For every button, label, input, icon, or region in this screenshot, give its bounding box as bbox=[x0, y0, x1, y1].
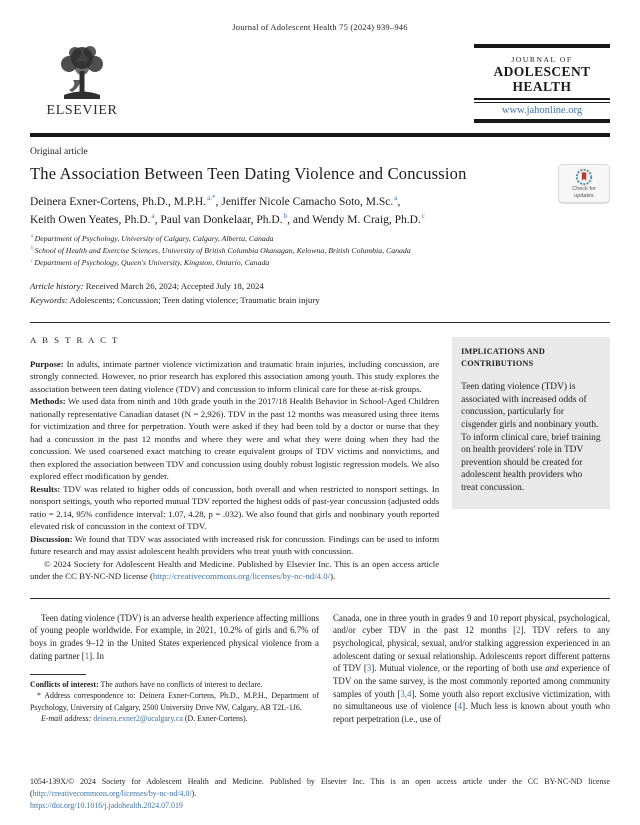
header-divider-bar bbox=[30, 133, 610, 137]
text-run: ). bbox=[191, 788, 197, 798]
abstract-methods-label: Methods: bbox=[30, 396, 66, 407]
elsevier-wordmark: ELSEVIER bbox=[46, 103, 118, 118]
abstract-purpose-text: In adults, intimate partner violence victimization and traumatic brain injuries, including concussion, are strongly connected. However, no prior research has explored this association among youth. This study explores the association between teen dating violence (TDV) and concussion to inform clinical care for these at-risk groups. bbox=[30, 358, 440, 394]
journal-masthead bbox=[474, 44, 610, 123]
masthead-health: HEALTH bbox=[512, 79, 572, 95]
body-top-rule bbox=[30, 598, 610, 599]
text-run: ]. TDV refers to any psychological, physical, sexual, and/or stalking aggression experienced in an adolescent dating or sexual relationship. Adolescents report different patterns of TDV [ bbox=[333, 625, 610, 674]
article-history-block bbox=[30, 280, 610, 307]
check-for-updates-icon bbox=[561, 168, 607, 186]
abstract-heading: A B S T R A C T bbox=[30, 335, 120, 346]
body-paragraph-left bbox=[30, 612, 319, 663]
implications-text: Teen dating violence (TDV) is associated with increased odds of concussion, particularly for cisgender girls and nonbinary youth. To inform clinical care, brief training on health providers' role in TDV prevention should be created for adolescent health providers who treat concussion. bbox=[461, 382, 601, 494]
abstract-results-text: TDV was related to higher odds of concussion, both overall and when restricted to nonsport settings. In nonsport settings, youth who reported mutual TDV reported the highest odds of past-year concussion (adjusted odds ratio = 2.14, 95% confidence interval: 1.07, 4.28, p = .032). We also found that girls and nonbinary youth reported elevated risk of concussion in the context of TDV. bbox=[30, 483, 440, 532]
citation-ref-3-4[interactable]: 3,4 bbox=[400, 688, 412, 699]
affiliation-a bbox=[30, 233, 610, 245]
article-history-line bbox=[30, 280, 610, 294]
body-paragraph-right bbox=[333, 612, 610, 726]
affiliation-marker-a: a bbox=[31, 234, 35, 240]
article-history-text: Received March 26, 2024; Accepted July 18, 2024 bbox=[83, 281, 264, 292]
text-run: E-mail address: bbox=[41, 713, 92, 723]
running-head: Journal of Adolescent Health 75 (2024) 939–946 bbox=[232, 22, 408, 32]
cc-license-link-footer[interactable]: http://creativecommons.org/licenses/by-nc-nd/4.0/ bbox=[32, 788, 192, 798]
footnote-rule bbox=[30, 674, 86, 675]
citation-ref-4[interactable]: 4 bbox=[457, 701, 463, 712]
keywords-label: Keywords: bbox=[30, 294, 68, 305]
article-title: The Association Between Teen Dating Violence and Concussion bbox=[30, 164, 467, 183]
abstract-purpose-label: Purpose: bbox=[30, 358, 64, 369]
abstract-discussion-text: We found that TDV was associated with increased risk for concussion. Findings can be used to inform future research and may assist adolescent health providers who treat youth with concussion. bbox=[30, 533, 440, 557]
citation-ref-1[interactable]: 1 bbox=[84, 650, 90, 661]
check-badge-label-line1: Check for bbox=[572, 186, 596, 192]
journal-url-link[interactable]: www.jahonline.org bbox=[501, 105, 583, 117]
text-run: ). bbox=[330, 571, 336, 582]
masthead-double-rule bbox=[474, 98, 610, 103]
text-run: , bbox=[397, 195, 401, 208]
article-history-label: Article history: bbox=[30, 281, 84, 292]
text-run: ]. Much less is known about youth who report perpetration (i.e., use of bbox=[333, 701, 610, 724]
correspondence-note bbox=[30, 690, 319, 712]
text-run: (D. Exner-Cortens). bbox=[182, 713, 248, 723]
affiliation-marker-b: b bbox=[31, 246, 35, 252]
conflicts-of-interest-note bbox=[30, 679, 319, 690]
masthead-adolescent: ADOLESCENT bbox=[493, 64, 591, 79]
abstract-purpose bbox=[30, 358, 439, 395]
body-right-column bbox=[333, 612, 610, 726]
text-run: experience of TDV on the same survey, is the most commonly reported among community samples of youth [ bbox=[333, 663, 610, 699]
text-run: , Paul van Donkelaar, Ph.D. bbox=[154, 213, 283, 226]
elsevier-logo bbox=[30, 44, 134, 119]
text-run: Deinera Exner-Cortens, Ph.D., M.P.H. bbox=[30, 195, 207, 208]
affiliation-ref-a: a bbox=[394, 194, 398, 202]
keywords-line bbox=[30, 294, 610, 308]
text-run: Canada, one in three youth in grades 9 and 10 report physical, psychological, and/or cyber TDV in the past 12 months [ bbox=[333, 612, 610, 636]
text-run: and bbox=[545, 663, 559, 674]
abstract-section bbox=[30, 334, 610, 582]
cc-license-link[interactable]: http://creativecommons.org/licenses/by-nc-nd/4.0/ bbox=[152, 571, 331, 582]
abstract-methods-text: We used data from ninth and 10th grade youth in the 2017/18 Health Behavior in School-Aged Children nationally representative Canadian dataset (N = 2,926). TDV in the past 12 months was measured using three items for victimization and three for perpetration. Youth were asked if they had been told by a doctor or nurse that they had a concussion in the past 12 months and where they were and what they were doing when they had the concussion. We used coarsened exact matching to create equivalent groups of TDV victims and nonvictims, and then explored the association between TDV and concussion using doubly robust logistic regression models. We also explored effect modification by gender. bbox=[30, 396, 440, 482]
abstract-discussion bbox=[30, 533, 439, 558]
author-list bbox=[30, 193, 610, 228]
abstract-discussion-label: Discussion: bbox=[30, 533, 73, 544]
masthead-journal-of: JOURNAL OF bbox=[511, 55, 573, 64]
abstract-column bbox=[30, 334, 439, 582]
masthead-bottom-bar bbox=[474, 119, 610, 123]
issn-license-line bbox=[30, 776, 610, 800]
text-run: Keith Owen Yeates, Ph.D. bbox=[30, 213, 151, 226]
text-run: The authors have no conflicts of interest to declare. bbox=[98, 680, 263, 690]
implications-heading: IMPLICATIONS AND CONTRIBUTIONS bbox=[461, 347, 545, 369]
body-columns bbox=[30, 612, 610, 726]
text-run: , and Wendy M. Craig, Ph.D. bbox=[287, 213, 421, 226]
elsevier-tree-icon bbox=[30, 44, 134, 102]
text-run: , Jeniffer Nicole Camacho Soto, M.Sc. bbox=[215, 195, 394, 208]
email-link[interactable]: deinera.exner2@ucalgary.ca bbox=[93, 713, 183, 723]
text-run: ]. In bbox=[89, 650, 104, 661]
journal-header bbox=[30, 44, 610, 128]
text-run: * Address correspondence to: Deinera Exner-Cortens, Ph.D., M.P.H., Department of Psychology, University of Calgary, 2500 University Drive NW, Calgary, AB T2L-1J6. bbox=[30, 691, 319, 712]
abstract-results bbox=[30, 483, 439, 533]
masthead-top-bar bbox=[474, 44, 610, 48]
publisher-footer bbox=[30, 776, 610, 812]
author-line-2 bbox=[30, 211, 610, 229]
affiliation-marker-c: c bbox=[31, 258, 35, 264]
abstract-top-rule bbox=[30, 322, 610, 323]
affiliations bbox=[30, 233, 610, 269]
check-badge-label-line2: updates bbox=[574, 193, 594, 200]
title-row bbox=[30, 164, 610, 200]
text-run: ]. Some youth also report exclusive victimization, with no simultaneous use of violence [ bbox=[333, 688, 610, 712]
article-type-label: Original article bbox=[30, 147, 88, 157]
doi-line bbox=[30, 800, 610, 812]
affiliation-c bbox=[30, 257, 610, 269]
text-run: Conflicts of interest: bbox=[30, 680, 99, 690]
citation-ref-3[interactable]: 3 bbox=[366, 663, 372, 674]
affiliation-ref-a: a bbox=[151, 211, 155, 220]
copyright-license-line bbox=[30, 558, 439, 583]
text-run: Department of Psychology, Queen's University, Kingston, Ontario, Canada bbox=[34, 258, 270, 268]
affiliation-ref-b: b bbox=[283, 211, 288, 220]
text-run: 1054-139X/© 2024 Society for Adolescent Health and Medicine. Published by Elsevier Inc. This is an open access article under the CC BY-NC-ND license ( bbox=[30, 777, 610, 798]
affiliation-ref-a-corresponding: a,* bbox=[207, 194, 216, 202]
abstract-methods bbox=[30, 395, 439, 482]
text-run: School of Health and Exercise Sciences, University of British Columbia Okanagan, Kelowna, British Columbia, Canada bbox=[34, 246, 411, 256]
citation-ref-2[interactable]: 2 bbox=[516, 625, 521, 636]
author-line-1 bbox=[30, 193, 610, 211]
abstract-results-label: Results: bbox=[30, 483, 61, 494]
check-for-updates-badge[interactable] bbox=[558, 164, 610, 203]
keywords-text: Adolescents; Concussion; Teen dating violence; Traumatic brain injury bbox=[67, 294, 320, 305]
text-run: ]. Mutual violence, or the reporting of both use bbox=[371, 663, 546, 674]
doi-link[interactable]: https://doi.org/10.1016/j.jadohealth.2024.07.019 bbox=[30, 800, 183, 810]
body-left-column bbox=[30, 612, 319, 726]
text-run: Department of Psychology, University of Calgary, Calgary, Alberta, Canada bbox=[34, 234, 274, 243]
text-run: Teen dating violence (TDV) is an adverse health experience affecting millions of young people worldwide. For example, in 2021, 10.2% of girls and 6.7% of boys in grades 9–12 in the United States experienced physical violence from a dating partner [ bbox=[30, 612, 319, 661]
affiliation-ref-c: c bbox=[421, 211, 425, 220]
affiliation-b bbox=[30, 245, 610, 257]
implications-box bbox=[452, 337, 610, 508]
email-note bbox=[30, 713, 319, 724]
text-run: © 2024 Society for Adolescent Health and Medicine. Published by Elsevier Inc. This is an open access article under the CC BY-NC-ND license ( bbox=[30, 558, 440, 582]
footnote-block bbox=[30, 674, 319, 724]
